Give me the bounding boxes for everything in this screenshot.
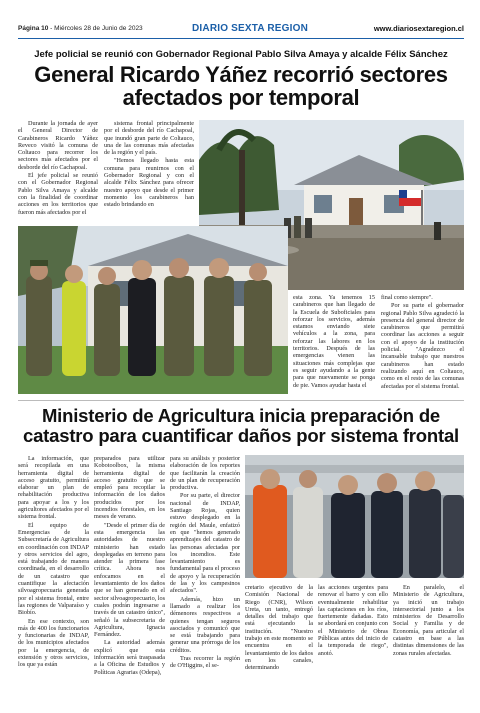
page-info [18,25,143,32]
article2-title: Ministerio de Agricultura inicia preparación de catastro para cuantificar daños por sistema frontal [23,405,459,446]
article1-column-1 [18,120,98,217]
article2-column-4 [245,584,313,673]
paragraph: La autoridad además explicó que esta información será traspasada a la Oficina de Estudios y Políticas Agrarias (Odepa), [94,639,165,676]
article2-column-6 [393,584,464,658]
paragraph: "Hemos llegado hasta esta comuna para reunirnos con el Gobernador Regional y con el alcalde Félix Sánchez para ofrecer nuestro apoyo que desde el primer momento los carabineros han estado brindando en [104,157,194,209]
paragraph: las acciones urgentes para renovar el barro y con ello eventualmente rehabilitar las captaciones en los ríos, fuertemente dañadas. Esto se abordará en conjunto con el Ministerio de Obras Públicas antes del inicio de la temporada de riego", anotó. [318,584,388,657]
article2-column-5 [318,584,388,658]
paragraph: "Desde el primer día de esta emergencia las autoridades de nuestro ministerio han estado desplegadas en terreno para atender la primera fase crítica. Ahora nos enfocamos en el levantamiento de los daños que se han generado en el sector silvoagropecuario, los cuales podrán ingresarse a través de un catastro único", señaló la subsecretaria de Agricultura, Ignacia Fernández. [94,521,165,639]
paragraph: El jefe policial se reunió con el Gobernador Regional Pablo Silva Amaya y alcalde con la finalidad de coordinar acciones en los territorios que fueron más afectados por el [18,172,98,216]
website-link[interactable]: www.diariosextaregion.cl [373,24,464,33]
paragraph: Por su parte, el director nacional de INDAP, Santiago Rojas, quien estuvo desplegado en la región del Maule, enfatizó en que "hemos generado aprendizajes del catastro de las personas afectadas por los incendios. Este levantamiento es fundamental para el proceso de apoyo y la recuperación de las y los campesinos afectados". [170,492,240,595]
paragraph: preparados para utilizar Kobotoolbox, la misma herramienta digital de acceso gratuito que se empleó para recopilar la información de los daños producidos por los incendios forestales, en los meses de verano. [94,455,165,521]
paragraph: sistema frontal principalmente por el desborde del río Cachapoal, que inundó gran parte de Coltauco, una de las comunas más afectadas de la región y el país. [104,120,194,157]
page-number: Página 10 [18,25,49,32]
paragraph: Además, hizo un llamado a realizar los démenores respectivos a quienes tengan seguros asociados y comunicó que se está trabajando para generar una prórroga de los créditos. [170,595,240,654]
article1-column-2 [104,120,194,210]
paragraph: La información, que será recopilada en una herramienta digital de acceso gratuito, permitirá elaborar un plan de rehabilitación productiva para apoyar a los y los agricultores afectados por el sistema frontal. [18,455,89,521]
article2-column-1 [18,455,89,670]
article1-title: General Ricardo Yáñez recorrió sectores afectados por temporal [34,62,448,110]
article-separator [18,400,464,401]
carabineros-group-photo [18,226,288,394]
paragraph: para su análisis y posterior elaboración de los reportes que facilitarán la creación de un plan de recuperación productiva. [170,455,240,492]
article1-kicker: Jefe policial se reunió con Gobernador Regional Pablo Silva Amaya y alcalde Félix Sánchez [34,49,448,60]
article2-column-3 [170,455,240,671]
page-date: - Miércoles 28 de Junio de 2023 [50,25,143,32]
header-rule [18,38,464,39]
paragraph: En paralelo, el Ministerio de Agricultura, ya inició un trabajo intersectorial junto a los ministerios de Desarrollo Social y Familia y de Economía, para articular el catastro en base a las distintas dimensiones de las zonas rurales afectadas. [393,584,464,657]
paragraph: Por su parte el gobernador regional Pablo Silva agradeció la presencia del general director de carabineros que permitirá coordinar las acciones a seguir con el apoyo de la institución policial. "Agradezco el incansable trabajo que nuestros carabineros han estado realizando aquí en Coltauco, como en el resto de las comunas afectadas por el sistema frontal. [381,302,464,390]
page-header [18,24,464,36]
article1-column-4 [381,294,464,391]
section-title: DIARIO SEXTA REGION [192,23,309,34]
paragraph: En ese contexto, son más de 400 los funcionarios y funcionarias de INDAP, de los municipios afectados por la emergencia, de extensión y otros servicios, los que ya están [18,617,89,669]
paragraph: El equipo de Emergencias de la Subsecretaría de Agricultura en coordinación con INDAP y otros servicios del agro, está trabajando de manera coordinada, en el desarrollo de un catastro que cuantifique la afectación silvoagropecuaria generada por el sistema frontal, entre las regiones de Valparaíso y Biobío. [18,521,89,617]
officials-meeting-photo [245,455,464,578]
paragraph: final como siempre". [381,294,433,301]
article1-column-3 [293,294,375,390]
paragraph: Tras recorrer la región de O'Higgins, el se- [170,655,240,670]
article2-column-2 [94,455,165,677]
paragraph: Durante la jornada de ayer el General Director de Carabineros Ricardo Yáñez Reveco visitó la comuna de Coltauco para recorrer los sectores más afectados por el desborde del río Cachapoal. [18,120,98,171]
paragraph: esta zona. Ya tenemos 15 carabineros que han llegado de la Escuela de Suboficiales para reforzar los servicios, además estamos enviando siete vehículos a la zona, para reforzar las labores en los territorios. Después de las emergencias vienen las situaciones más complejas que es seguir ayudando a la gente para que nuevamente se ponga de pie. Vamos ayudar hasta el [293,294,375,389]
paragraph: cretario ejecutivo de la Comisión Nacional de Riego (CNR), Wilson Ureta, un tanto, entregó detalles del trabajo que está ejecutando la institución. "Nuestro trabajo en este momento se encuentra en el levantamiento de los daños en los canales, determinando [245,584,313,672]
